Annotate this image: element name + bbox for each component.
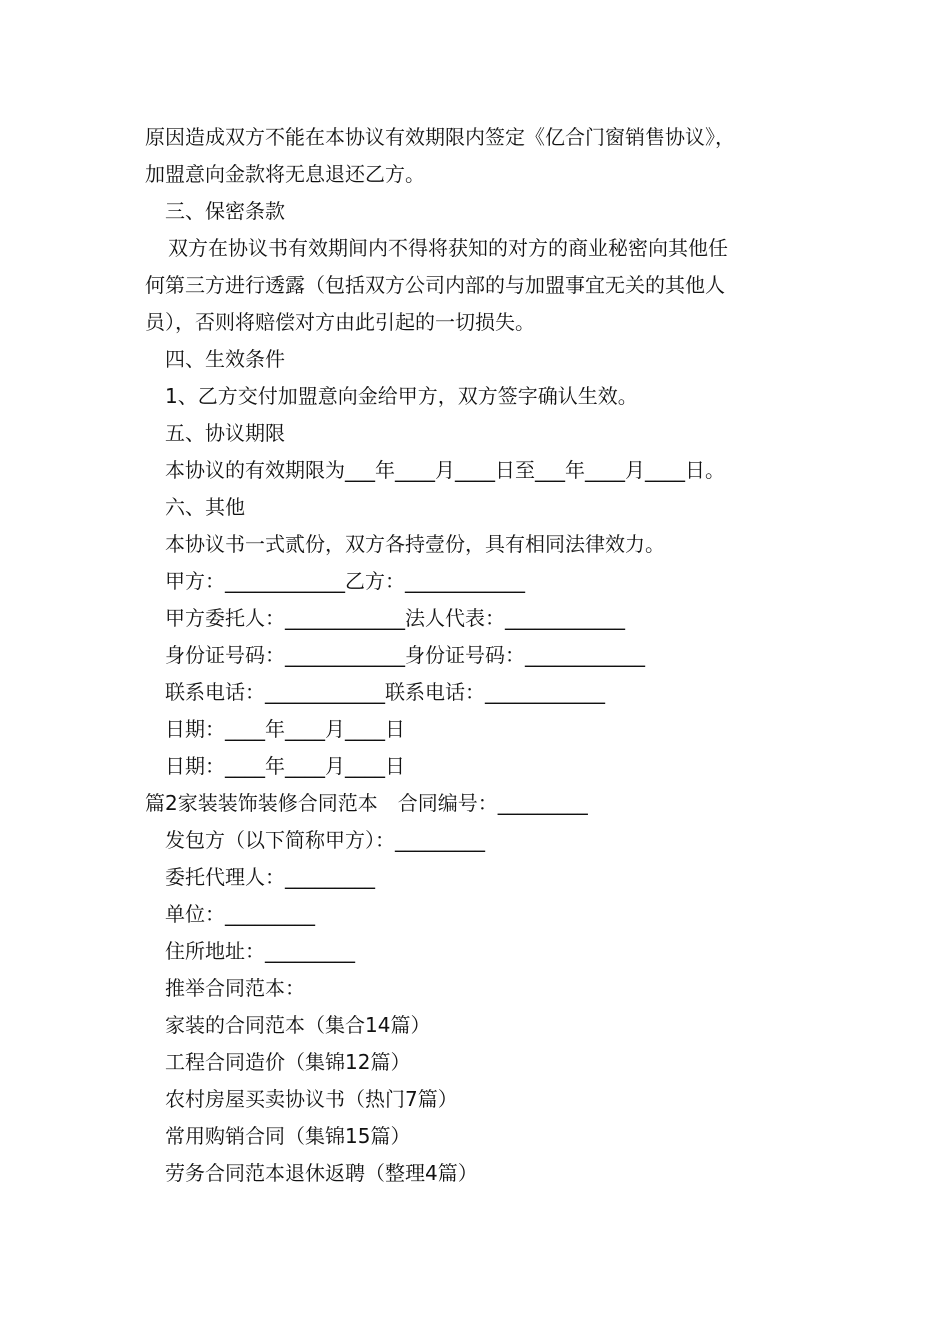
recommend-link[interactable]: 常用购销合同（集锦15篇）	[165, 1124, 411, 1148]
recommend-link[interactable]: 劳务合同范本退休返聘（整理4篇）	[165, 1161, 478, 1185]
body-text-line: 何第三方进行透露（包括双方公司内部的与加盟事宜无关的其他人	[145, 273, 725, 297]
recommend-link[interactable]: 工程合同造价（集锦12篇）	[165, 1050, 411, 1074]
section-heading: 三、保密条款	[165, 199, 285, 223]
body-text-line: 双方在协议书有效期间内不得将获知的对方的商业秘密向其他任	[168, 236, 728, 260]
signature-line: 身份证号码：____________身份证号码：____________	[165, 643, 645, 667]
body-text-line: 原因造成双方不能在本协议有效期限内签定《亿合门窗销售协议》，	[145, 125, 735, 149]
body-text-line: 1、乙方交付加盟意向金给甲方，双方签字确认生效。	[165, 384, 638, 408]
body-text-line: 加盟意向金款将无息退还乙方。	[145, 162, 425, 186]
body-text-line: 单位：_________	[165, 902, 315, 926]
signature-line: 甲方委托人：____________法人代表：____________	[165, 606, 625, 630]
body-text-line: 委托代理人：_________	[165, 865, 375, 889]
body-text-line: 本协议书一式贰份，双方各持壹份，具有相同法律效力。	[165, 532, 665, 556]
date-line: 日期：____年____月____日	[165, 717, 405, 741]
section-heading: 六、其他	[165, 495, 245, 519]
body-text-line: 本协议的有效期限为___年____月____日至___年____月____日。	[165, 458, 725, 482]
recommend-heading: 推举合同范本：	[165, 976, 305, 1000]
date-line: 日期：____年____月____日	[165, 754, 405, 778]
body-text-line: 发包方（以下简称甲方）：_________	[165, 828, 485, 852]
section-heading: 四、生效条件	[165, 347, 285, 371]
signature-line: 甲方：____________乙方：____________	[165, 569, 525, 593]
recommend-link[interactable]: 农村房屋买卖协议书（热门7篇）	[165, 1087, 458, 1111]
signature-line: 联系电话：____________联系电话：____________	[165, 680, 605, 704]
article-title: 篇2家装装饰装修合同范本 合同编号：_________	[145, 791, 588, 815]
body-text-line: 员），否则将赔偿对方由此引起的一切损失。	[145, 310, 535, 334]
body-text-line: 住所地址：_________	[165, 939, 355, 963]
section-heading: 五、协议期限	[165, 421, 285, 445]
recommend-link[interactable]: 家装的合同范本（集合14篇）	[165, 1013, 431, 1037]
